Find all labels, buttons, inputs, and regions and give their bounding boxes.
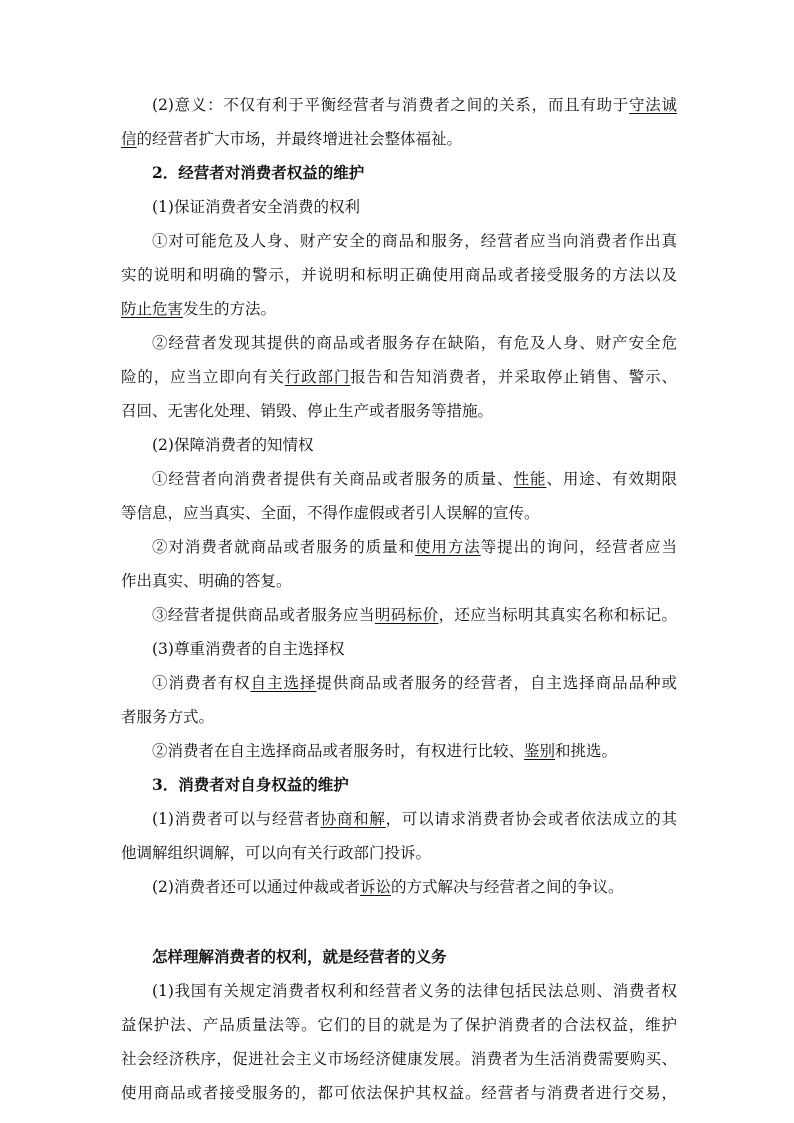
section-gap	[121, 904, 677, 940]
text-line	[121, 394, 677, 428]
text-run: ①经营者向消费者提供有关商品或者服务的质量、	[152, 470, 514, 488]
text-run: ②消费者在自主选择商品或者服务时，有权进行比较、	[152, 742, 525, 760]
text-run: ①消费者有权	[152, 674, 251, 692]
text-line	[121, 1008, 677, 1042]
underlined-keyword: 使用方法	[414, 538, 481, 556]
text-run: 的经营者扩大市场，并最终增进社会整体福祉。	[136, 130, 463, 148]
text-run: 提供商品或者服务的经营者，自主选择商品品种或	[316, 674, 677, 692]
text-run: 2．经营者对消费者权益的维护	[152, 163, 365, 182]
text-run: 和挑选。	[555, 742, 618, 760]
text-run: 怎样理解消费者的权利，就是经营者的义务	[152, 947, 447, 966]
text-line	[121, 292, 677, 326]
text-run: 发生的方法。	[183, 300, 277, 318]
text-line	[121, 258, 677, 292]
text-run: (2)消费者还可以通过仲裁或者	[152, 878, 360, 896]
text-run: (1)消费者可以与经营者	[152, 810, 321, 828]
text-run: (1)保证消费者安全消费的权利	[152, 198, 360, 216]
text-run: (2)意义：不仅有利于平衡经营者与消费者之间的关系，而且有助于	[152, 96, 630, 114]
text-line	[121, 1076, 677, 1110]
text-run: 益保护法、产品质量法等。它们的目的就是为了保护消费者的合法权益，维护	[121, 1016, 677, 1034]
text-run: 作出真实、明确的答复。	[121, 572, 292, 590]
text-line	[121, 564, 677, 598]
text-run: ，还应当标明其真实名称和标记。	[438, 606, 677, 624]
underlined-keyword: 性能	[513, 470, 547, 488]
text-line	[121, 1042, 677, 1076]
underlined-keyword: 守法诚	[629, 96, 677, 114]
document-page	[121, 88, 677, 1110]
text-line	[121, 428, 677, 462]
text-run: 、用途、有效期限	[546, 470, 677, 488]
text-line	[121, 224, 677, 258]
text-run: 使用商品或者接受服务的，都可依法保护其权益。经营者与消费者进行交易，	[121, 1084, 677, 1102]
text-run: 实的说明和明确的警示，并说明和标明正确使用商品或者接受服务的方法以及	[121, 266, 677, 284]
text-line	[121, 768, 677, 802]
underlined-keyword: 诉讼	[359, 878, 391, 896]
text-run: 召回、无害化处理、销毁、停止生产或者服务等措施。	[121, 402, 494, 420]
text-line	[121, 836, 677, 870]
text-line	[121, 632, 677, 666]
underlined-keyword: 信	[121, 130, 137, 148]
text-run: 险的，应当立即向有关	[121, 368, 285, 386]
text-line	[121, 360, 677, 394]
text-line	[121, 870, 677, 904]
text-line	[121, 530, 677, 564]
text-run: 等提出的询问，经营者应当	[480, 538, 677, 556]
text-run: (1)我国有关规定消费者权利和经营者义务的法律包括民法总则、消费者权	[152, 982, 677, 1000]
text-line	[121, 88, 677, 122]
text-run: ②经营者发现其提供的商品或者服务存在缺陷，有危及人身、财产安全危	[152, 334, 677, 352]
text-run: ①对可能危及人身、财产安全的商品和服务，经营者应当向消费者作出真	[152, 232, 677, 250]
text-line	[121, 190, 677, 224]
text-run: ，可以请求消费者协会或者依法成立的其	[385, 810, 677, 828]
text-line	[121, 974, 677, 1008]
text-line	[121, 496, 677, 530]
text-run: 他调解组织调解，可以向有关行政部门投诉。	[121, 844, 432, 862]
underlined-keyword: 行政部门	[284, 368, 351, 386]
underlined-keyword: 协商和解	[320, 810, 386, 828]
text-run: (2)保障消费者的知情权	[152, 436, 314, 454]
text-run: 社会经济秩序，促进社会主义市场经济健康发展。消费者为生活消费需要购买、	[121, 1050, 677, 1068]
text-line	[121, 122, 677, 156]
text-run: ②对消费者就商品或者服务的质量和	[152, 538, 415, 556]
text-run: 者服务方式。	[121, 708, 215, 726]
text-line	[121, 156, 677, 190]
text-run: ③经营者提供商品或者服务应当	[152, 606, 375, 624]
text-line	[121, 598, 677, 632]
underlined-keyword: 明码标价	[374, 606, 439, 624]
text-line	[121, 734, 677, 768]
underlined-keyword: 鉴别	[524, 742, 556, 760]
underlined-keyword: 防止危害	[121, 300, 184, 318]
underlined-keyword: 自主选择	[250, 674, 317, 692]
text-line	[121, 940, 677, 974]
text-run: (3)尊重消费者的自主选择权	[152, 640, 345, 658]
text-run: 等信息，应当真实、全面，不得作虚假或者引人误解的宣传。	[121, 504, 540, 522]
text-run: 3．消费者对自身权益的维护	[152, 775, 349, 794]
text-line	[121, 700, 677, 734]
text-line	[121, 326, 677, 360]
text-run: 报告和告知消费者，并采取停止销售、警示、	[350, 368, 677, 386]
text-line	[121, 802, 677, 836]
text-line	[121, 462, 677, 496]
text-run: 的方式解决与经营者之间的争议。	[390, 878, 624, 896]
text-line	[121, 666, 677, 700]
